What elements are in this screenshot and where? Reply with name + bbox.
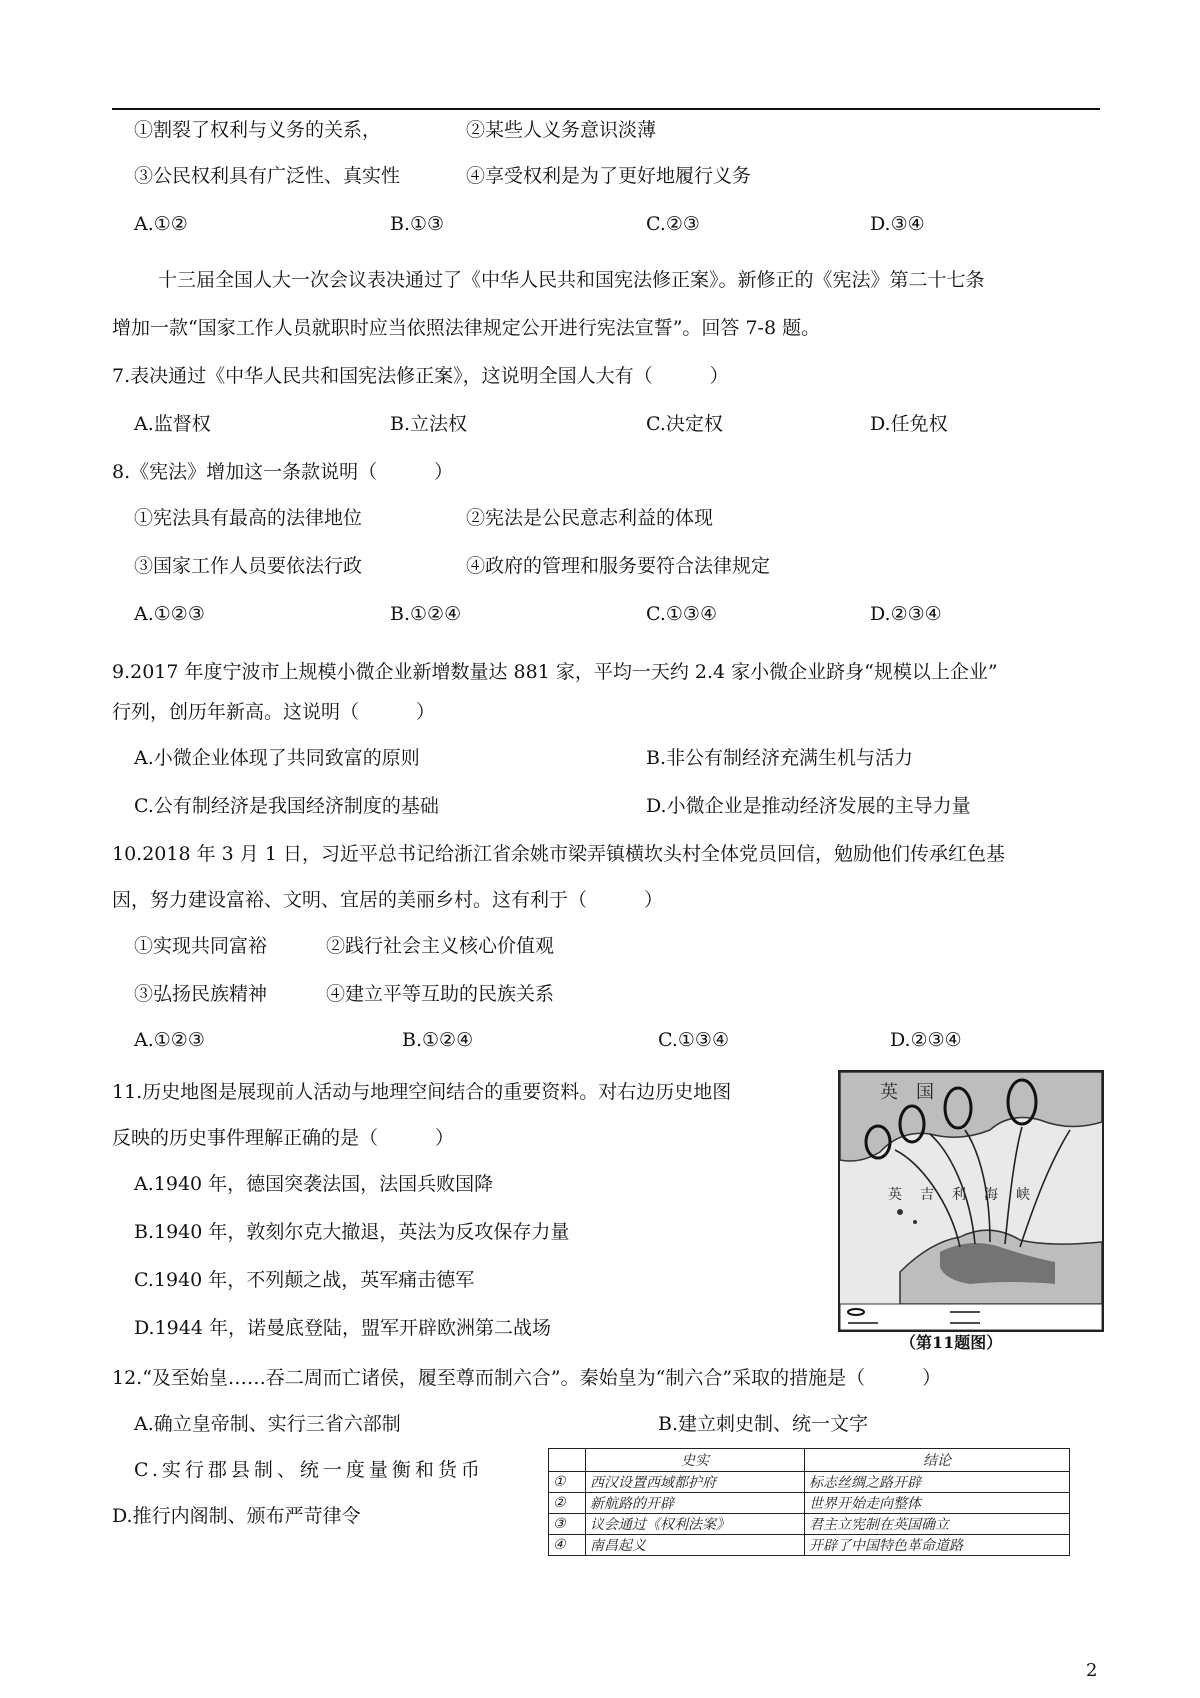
q10-line-1: 10.2018 年 3 月 1 日，习近平总书记给浙江省余姚市梁弄镇横坎头村全体党员回信，勉励他们传承红色基 bbox=[112, 843, 1005, 865]
q10-statement-2: ②践行社会主义核心价值观 bbox=[326, 935, 555, 957]
table-row bbox=[549, 1493, 1070, 1514]
q8-statement-3: ③国家工作人员要依法行政 bbox=[134, 555, 363, 577]
table-cell: ② bbox=[549, 1493, 586, 1514]
q6-option-c: C.②③ bbox=[646, 213, 700, 235]
q10-option-b: B.①②④ bbox=[402, 1029, 474, 1051]
q10-statement-4: ④建立平等互助的民族关系 bbox=[326, 983, 555, 1005]
q8-stem: 8.《宪法》增加这一条款说明（ ） bbox=[112, 461, 454, 483]
q8-option-d: D.②③④ bbox=[870, 603, 942, 625]
q8-option-a: A.①②③ bbox=[134, 603, 205, 625]
q6-statement-3: ③公民权利具有广泛性、真实性 bbox=[134, 165, 401, 187]
q10-option-d: D.②③④ bbox=[890, 1029, 962, 1051]
q7-option-d: D.任免权 bbox=[870, 413, 948, 435]
q7-option-c: C.决定权 bbox=[646, 413, 723, 435]
q12-option-d: D.推行内阁制、颁布严苛律令 bbox=[112, 1505, 361, 1527]
q9-option-a: A.小微企业体现了共同致富的原则 bbox=[134, 747, 420, 769]
q10-statement-3: ③弘扬民族精神 bbox=[134, 983, 268, 1005]
map-label-sea: 英 吉 利 海 峡 bbox=[888, 1187, 1032, 1203]
table-row bbox=[549, 1535, 1070, 1556]
q8-option-c: C.①③④ bbox=[646, 603, 717, 625]
q11-line-2: 反映的历史事件理解正确的是（ ） bbox=[112, 1127, 455, 1149]
table-cell: ③ bbox=[549, 1514, 586, 1535]
q11-map-caption: （第11题图） bbox=[900, 1333, 1003, 1352]
q6-option-b: B.①③ bbox=[390, 213, 445, 235]
q10-line-2: 因，努力建设富裕、文明、宜居的美丽乡村。这有利于（ ） bbox=[112, 889, 664, 911]
table-header-index bbox=[549, 1449, 586, 1472]
q11-option-a: A.1940 年，德国突袭法国，法国兵败国降 bbox=[134, 1173, 494, 1195]
table-cell: ④ bbox=[549, 1535, 586, 1556]
q9-option-b: B.非公有制经济充满生机与活力 bbox=[646, 747, 914, 769]
q12-option-b: B.建立刺史制、统一文字 bbox=[658, 1413, 869, 1435]
q6-statement-4: ④享受权利是为了更好地履行义务 bbox=[466, 165, 752, 187]
intro-line-1: 十三届全国人大一次会议表决通过了《中华人民共和国宪法修正案》。新修正的《宪法》第二十七条 bbox=[158, 269, 985, 291]
table-cell: 标志丝绸之路开辟 bbox=[805, 1472, 1070, 1493]
q6-option-d: D.③④ bbox=[870, 213, 925, 235]
q6-option-a: A.①② bbox=[134, 213, 188, 235]
q7-option-a: A.监督权 bbox=[134, 413, 211, 435]
table-cell: 世界开始走向整体 bbox=[805, 1493, 1070, 1514]
q9-option-c: C.公有制经济是我国经济制度的基础 bbox=[134, 795, 439, 817]
page-number: 2 bbox=[1086, 1660, 1098, 1681]
q6-statement-2: ②某些人义务意识淡薄 bbox=[466, 119, 657, 141]
q11-option-c: C.1940 年，不列颠之战，英军痛击德军 bbox=[134, 1269, 475, 1291]
table-cell: 开辟了中国特色革命道路 bbox=[805, 1535, 1070, 1556]
q8-option-b: B.①②④ bbox=[390, 603, 462, 625]
table-cell: 议会通过《权利法案》 bbox=[586, 1514, 805, 1535]
table-cell: 西汉设置西域都护府 bbox=[586, 1472, 805, 1493]
q12-stem: 12.“及至始皇……吞二周而亡诸侯，履至尊而制六合”。秦始皇为“制六合”采取的措施是（ ） bbox=[112, 1367, 942, 1389]
q11-option-d: D.1944 年，诺曼底登陆，盟军开辟欧洲第二战场 bbox=[134, 1317, 551, 1339]
q10-option-c: C.①③④ bbox=[658, 1029, 729, 1051]
table-header-fact: 史实 bbox=[586, 1449, 805, 1472]
table-row bbox=[549, 1472, 1070, 1493]
q7-option-b: B.立法权 bbox=[390, 413, 468, 435]
q12-option-a: A.确立皇帝制、实行三省六部制 bbox=[134, 1413, 401, 1435]
q6-statement-1: ①割裂了权利与义务的关系， bbox=[134, 119, 382, 141]
q9-option-d: D.小微企业是推动经济发展的主导力量 bbox=[646, 795, 971, 817]
q12-option-c: C.实行郡县制、统一度量衡和货币 bbox=[134, 1459, 484, 1481]
q9-line-2: 行列，创历年新高。这说明（ ） bbox=[112, 701, 436, 723]
q10-option-a: A.①②③ bbox=[134, 1029, 205, 1051]
table-cell: 君主立宪制在英国确立 bbox=[805, 1514, 1070, 1535]
q11-history-map bbox=[838, 1070, 1104, 1332]
q11-option-b: B.1940 年，敦刻尔克大撤退，英法为反攻保存力量 bbox=[134, 1221, 570, 1243]
q8-statement-1: ①宪法具有最高的法律地位 bbox=[134, 507, 363, 529]
q10-statement-1: ①实现共同富裕 bbox=[134, 935, 268, 957]
q7-stem: 7.表决通过《中华人民共和国宪法修正案》，这说明全国人大有（ ） bbox=[112, 365, 729, 387]
table-header-conclusion: 结论 bbox=[805, 1449, 1070, 1472]
table-header-row bbox=[549, 1449, 1070, 1472]
q11-line-1: 11.历史地图是展现前人活动与地理空间结合的重要资料。对右边历史地图 bbox=[112, 1081, 732, 1103]
q13-history-table bbox=[548, 1448, 1070, 1556]
map-label-country: 英 国 bbox=[880, 1082, 934, 1103]
table-cell: 南昌起义 bbox=[586, 1535, 805, 1556]
table-row bbox=[549, 1514, 1070, 1535]
table-cell: 新航路的开辟 bbox=[586, 1493, 805, 1514]
table-cell: ① bbox=[549, 1472, 586, 1493]
q8-statement-2: ②宪法是公民意志利益的体现 bbox=[466, 507, 714, 529]
intro-line-2: 增加一款“国家工作人员就职时应当依照法律规定公开进行宪法宣誓”。回答 7-8 题。 bbox=[112, 317, 821, 339]
q9-line-1: 9.2017 年度宁波市上规模小微企业新增数量达 881 家，平均一天约 2.4 家小微企业跻身“规模以上企业” bbox=[112, 661, 998, 683]
q8-statement-4: ④政府的管理和服务要符合法律规定 bbox=[466, 555, 771, 577]
header-rule bbox=[112, 108, 1100, 110]
